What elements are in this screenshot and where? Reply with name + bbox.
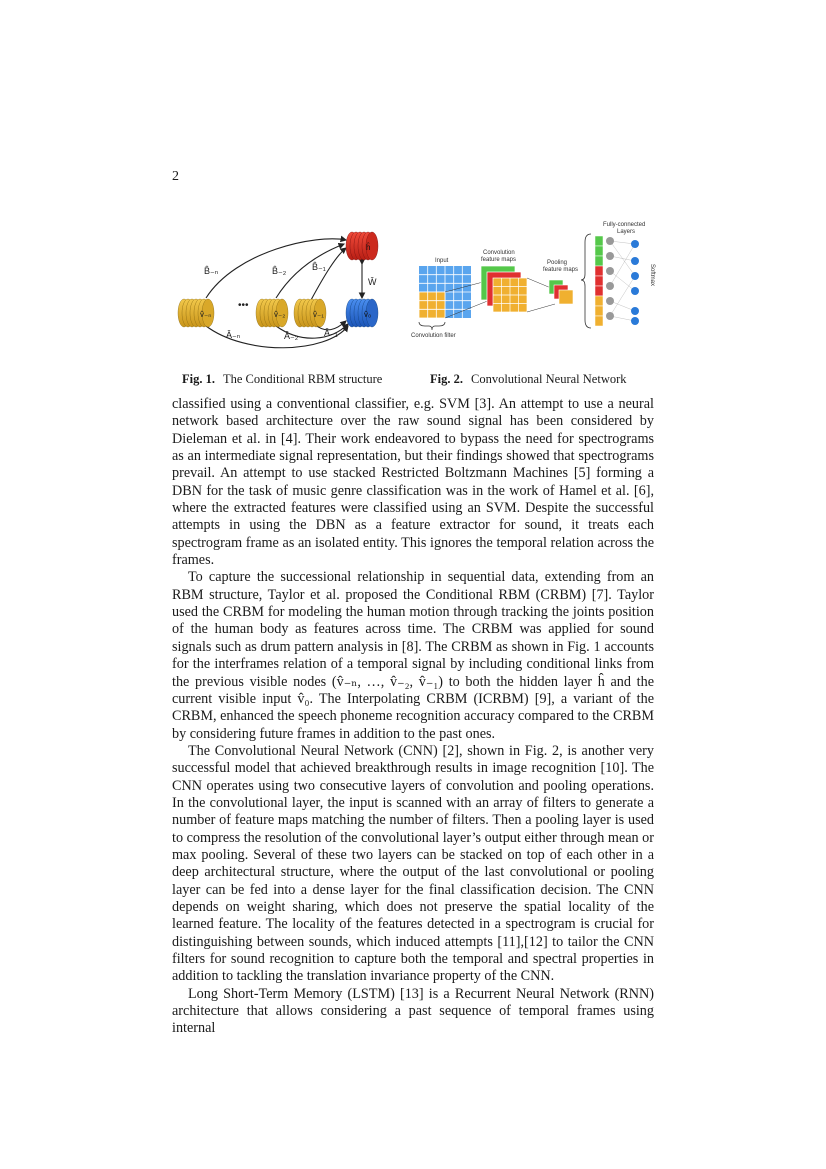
node-v-minus-n <box>178 299 214 327</box>
page-number: 2 <box>172 169 179 184</box>
fc-layers <box>610 241 635 321</box>
label-w: Ŵ <box>368 277 377 287</box>
paragraph: The Convolutional Neural Network (CNN) [2], shown in Fig. 2, is another very successful model that achieved breakthrough results in image recognition [10]. The CNN operates using two consecutive layers of convolution and pooling operations. In the convolutional layer, the input is scanned with an array of filters to generate a number of feature maps matching the number of filters. Then a pooling layer is used to compress the resolution of the convolutional layer’s output either through mean or max pooling. Several of these two layers can be stacked on top of each other in a deep architectural structure, where the output of the last convolutional or pooling layer can be fed into a dense layer for the final classification decision. The CNN depends on weight sharing, which does not preserve the spatial locality of the learned feature. The locality of the features detected in a spectrogram is crucial for distinguishing between sounds, which induced attempts [11],[12] to tailor the CNN filters for sound recognition to capture both the temporal and spectral properties in addition to tackling the translation invariance property of the CNN. <box>172 742 655 985</box>
softmax-label: Softmax <box>649 264 655 287</box>
label-a-2: Â₋₂ <box>284 331 299 341</box>
conv-maps-label-1: Convolution <box>483 250 515 256</box>
pool-maps-label-2: feature maps <box>543 267 579 273</box>
label-b-1: B̂₋₁ <box>312 262 326 272</box>
input-label: Input <box>435 258 449 264</box>
fc-nodes-blue <box>631 240 639 325</box>
svg-text:v̂₋₁: v̂₋₁ <box>313 310 324 319</box>
label-b-n: B̂₋ₙ <box>204 266 219 276</box>
crbm-figure <box>176 226 392 356</box>
svg-text:v̂₋₂: v̂₋₂ <box>274 310 286 319</box>
label-b-2: B̂₋₂ <box>272 266 287 276</box>
node-h <box>346 232 378 260</box>
svg-text:v̂₋ₙ: v̂₋ₙ <box>200 310 212 319</box>
fig1-caption: Fig. 1. The Conditional RBM structure <box>182 372 383 386</box>
label-a-1: Â₋₁ <box>324 328 338 338</box>
node-v-minus-2 <box>256 299 288 327</box>
fig2-caption: Fig. 2. Convolutional Neural Network <box>430 372 627 386</box>
label-a-n: Â₋ₙ <box>226 330 241 340</box>
fc-nodes-gray <box>606 237 614 320</box>
flatten-column <box>595 236 603 326</box>
svg-text:ĥ: ĥ <box>366 243 371 252</box>
fc-label-2: Layers <box>617 229 636 235</box>
conv-maps-label-2: feature maps <box>481 257 517 263</box>
fc-label-1: Fully-connected <box>603 222 646 228</box>
cnn-figure <box>405 216 667 340</box>
conv-filter-label: Convolution filter <box>411 333 456 339</box>
node-v-minus-1 <box>294 299 326 327</box>
node-v0 <box>346 299 378 327</box>
ellipsis: ••• <box>238 300 249 311</box>
svg-text:v̂₀: v̂₀ <box>364 310 372 319</box>
body-text <box>172 396 654 1038</box>
paragraph: To capture the successional relationship in sequential data, extending from an RBM structure, Taylor et al. proposed the Conditional RBM (CRBM) [7]. Taylor used the CRBM for modeling the human motion through tracking the joints position of the human body as features across time. The CRBM was applied for sound signals such as drum pattern analysis in [8]. The CRBM as shown in Fig. 1 accounts for the interframes relation of a temporal signal by including conditional links from the previous visible nodes (v̂₋ₙ, …, v̂₋₂, v̂₋₁) to both the hidden layer ĥ and the current visible input v̂₀. The Interpolating CRBM (ICRBM) [9], a variant of the CRBM, enhanced the speech phoneme recognition accuracy compared to the CRBM by considering future frames in addition to the past ones. <box>172 569 654 742</box>
paragraph: Long Short-Term Memory (LSTM) [13] is a Recurrent Neural Network (RNN) architecture that allows considering a past sequence of temporal frames using internal <box>172 985 654 1037</box>
paragraph: classified using a conventional classifier, e.g. SVM [3]. An attempt to use a neural network based architecture over the raw sound signal has been considered by Dieleman et al. in [4]. Their work endeavored to bypass the need for spectrograms as an intermediate signal representation, but their findings showed that spectrograms prevail. An attempt to use stacked Restricted Boltzmann Machines [5] forming a DBN for the task of music genre classification was in the work of Hamel et al. [6], where the extracted features were classified using an SVM. Despite the successful attempts in using the DBN as a feature extractor for sound, it treats each spectrogram frame as an isolated entity. This ignores the temporal relation across the frames. <box>172 396 654 569</box>
pool-maps-label-1: Pooling <box>547 260 568 266</box>
pool-feature-maps <box>549 280 573 304</box>
conv-feature-maps <box>481 266 527 312</box>
